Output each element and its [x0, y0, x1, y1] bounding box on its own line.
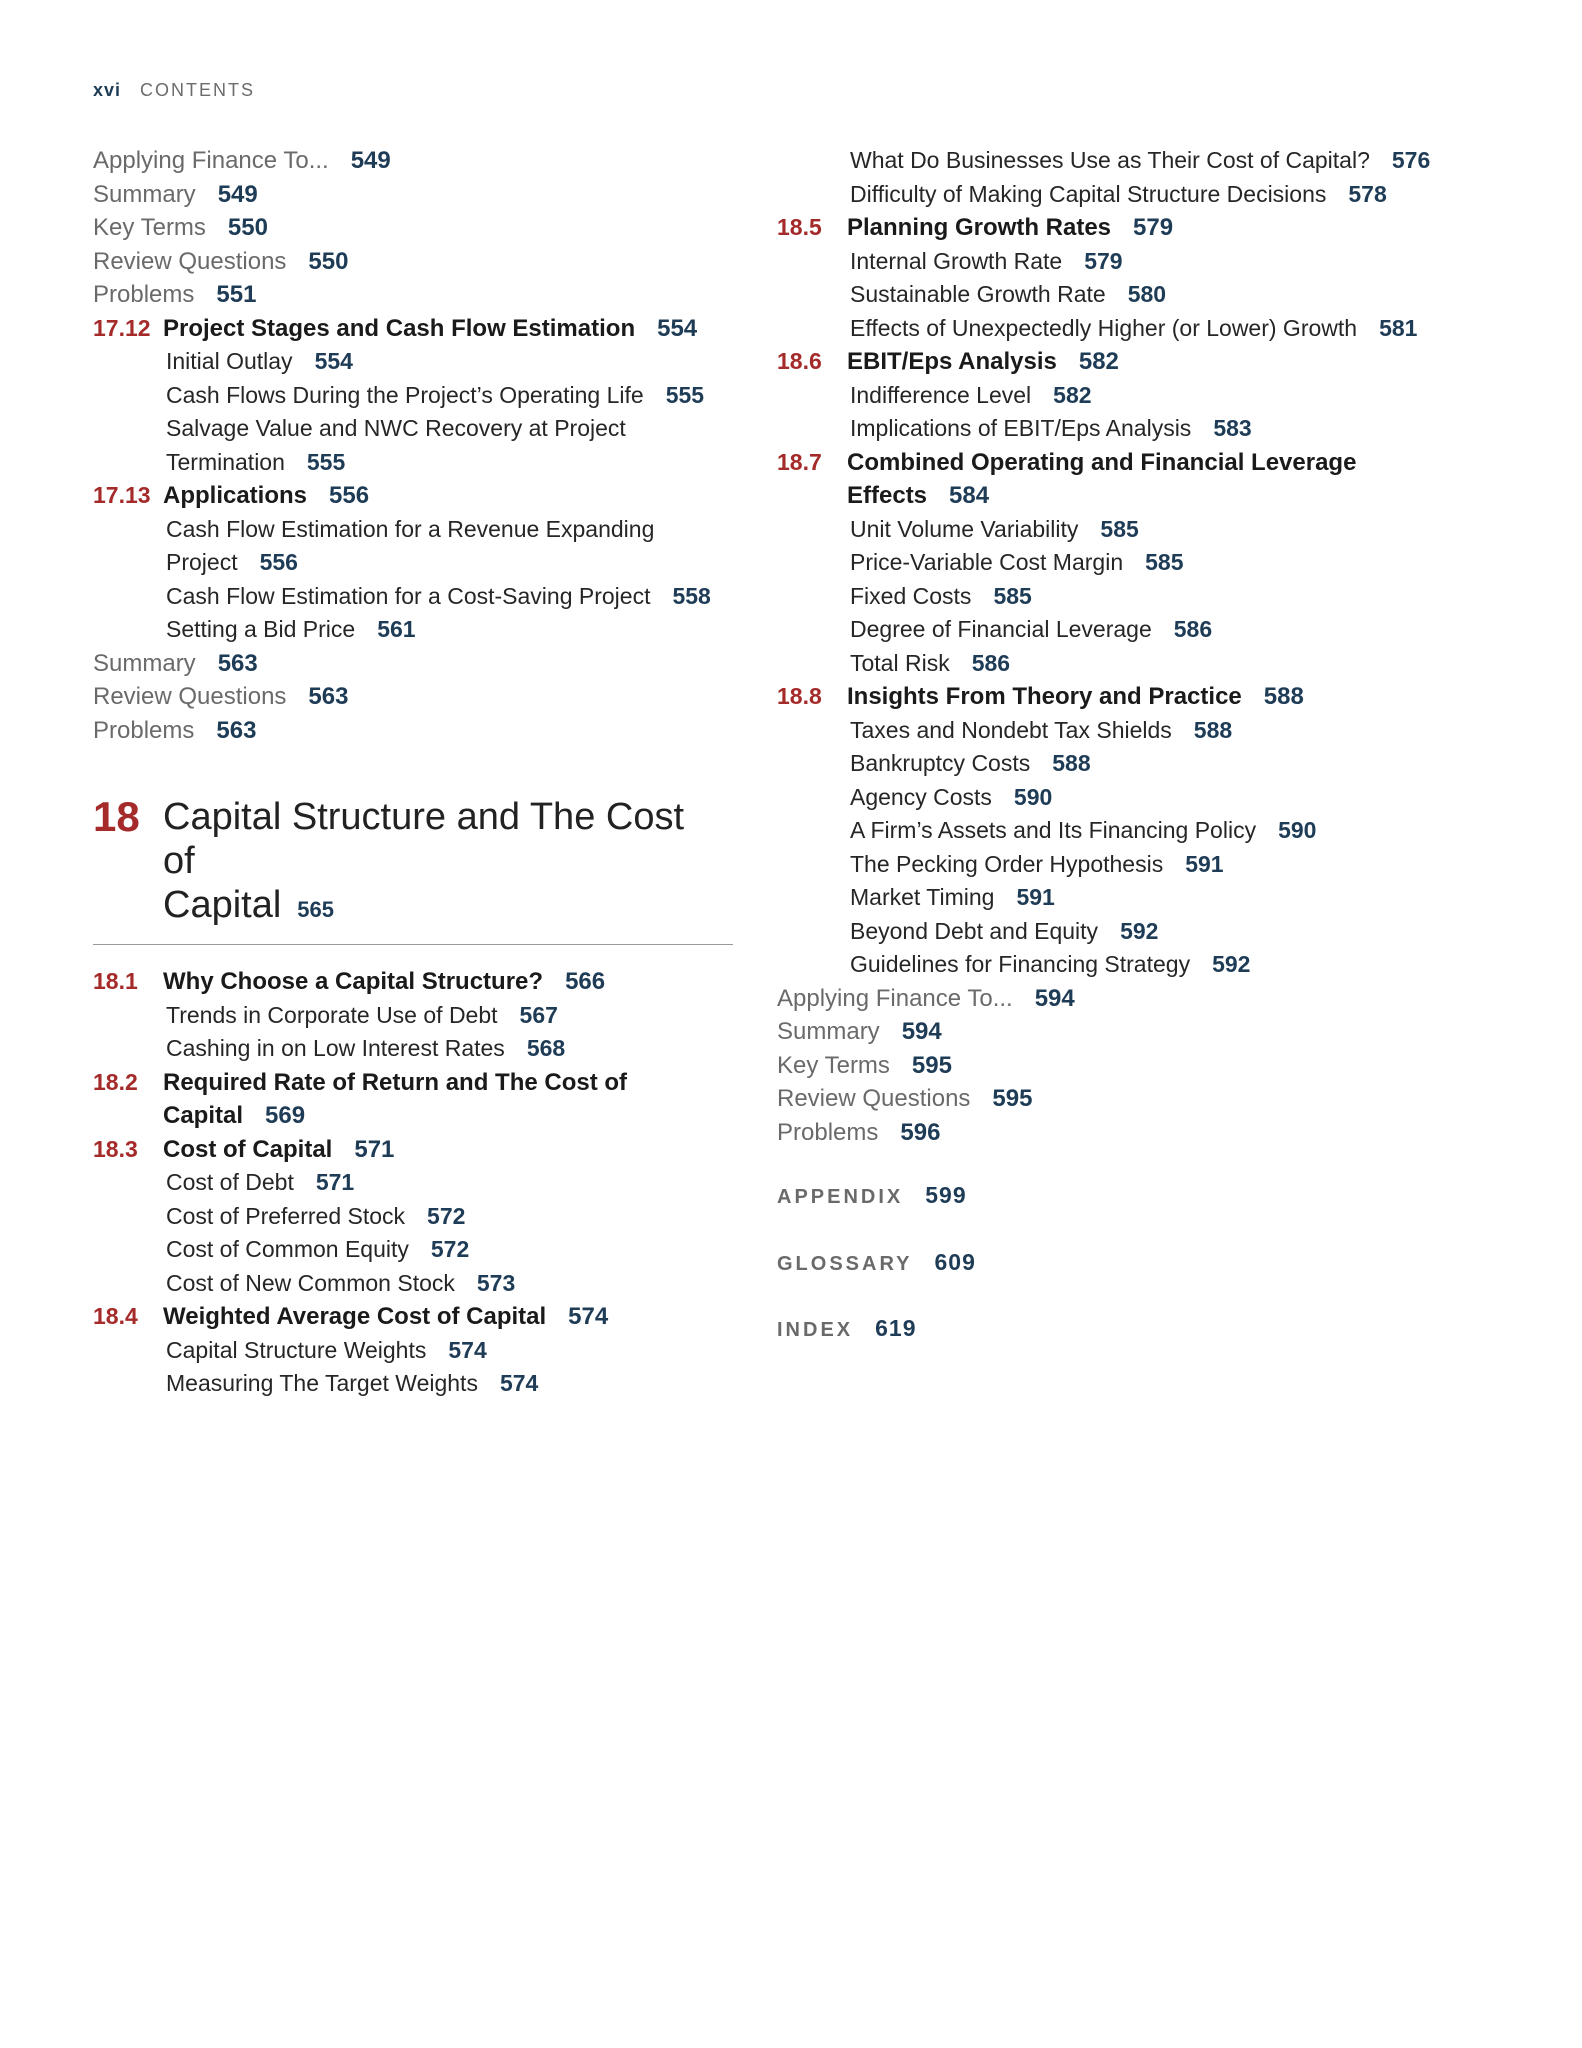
entry-title — [166, 1334, 733, 1368]
toc-right-entries — [777, 144, 1477, 1149]
entry-title — [93, 683, 348, 710]
entry-title-text: Applying Finance To... — [777, 984, 1013, 1012]
entry-title — [850, 814, 1477, 848]
section-number: 18.7 — [777, 448, 822, 475]
page-number[interactable]: 580 — [1127, 281, 1167, 307]
toc-entry[interactable] — [93, 1032, 733, 1066]
entry-title-text: Sustainable Growth Rate — [850, 281, 1106, 307]
page-number[interactable]: 592 — [1212, 951, 1251, 977]
toc-entry[interactable] — [777, 312, 1477, 346]
page-number[interactable]: 586 — [971, 649, 1011, 676]
entry-title — [93, 281, 256, 308]
page-number[interactable]: 571 — [354, 1135, 395, 1163]
toc-backmatter — [777, 1179, 1477, 1348]
toc-entry[interactable] — [93, 513, 733, 547]
toc-right-column — [777, 144, 1477, 1348]
entry-title-text: Price-Variable Cost Margin — [850, 549, 1124, 575]
page-number[interactable]: 567 — [519, 1001, 558, 1028]
toc-entry[interactable] — [777, 881, 1477, 915]
toc-entry[interactable] — [777, 647, 1477, 681]
page-number[interactable]: 568 — [526, 1035, 566, 1061]
page-number[interactable]: 588 — [1052, 750, 1091, 776]
page-number[interactable]: 585 — [993, 582, 1032, 609]
entry-title — [166, 1200, 733, 1234]
section-number: 17.12 — [93, 314, 151, 341]
backmatter-label: GLOSSARY — [777, 1252, 913, 1275]
entry-title — [166, 1166, 733, 1200]
entry-title — [166, 1032, 733, 1066]
entry-title-text: Combined Operating and Financial Leverage — [847, 448, 1357, 476]
section-number: 18.3 — [93, 1135, 138, 1162]
entry-title-text: Cost of Preferred Stock — [166, 1202, 406, 1229]
entry-title-text: Fixed Costs — [850, 582, 972, 609]
entry-title — [163, 1300, 733, 1334]
entry-title-text: Required Rate of Return and The Cost of — [163, 1068, 628, 1096]
entry-title-text: A Firm’s Assets and Its Financing Policy — [850, 817, 1257, 843]
backmatter-entry[interactable] — [777, 1179, 1477, 1215]
entry-title — [163, 479, 733, 513]
entry-title — [847, 345, 1477, 379]
entry-title — [166, 1233, 733, 1267]
entry-title — [850, 412, 1477, 446]
page-number[interactable]: 594 — [901, 1018, 942, 1045]
entry-title — [777, 1018, 942, 1045]
page-number[interactable]: 571 — [315, 1169, 355, 1195]
section-number: 18.8 — [777, 683, 822, 709]
page-number[interactable]: 590 — [1278, 817, 1317, 843]
toc-left-bottom-entries — [93, 965, 733, 1401]
toc-entry[interactable] — [777, 781, 1477, 815]
page-number[interactable]: 585 — [1145, 549, 1184, 575]
entry-title-text: Applications — [163, 482, 308, 509]
toc-entry[interactable] — [93, 1233, 733, 1267]
entry-title-text: Review Questions — [93, 247, 287, 275]
page-number[interactable]: 561 — [377, 616, 416, 642]
page-number[interactable]: 574 — [499, 1370, 539, 1396]
toc-entry[interactable] — [93, 1099, 733, 1133]
entry-title — [93, 717, 256, 744]
entry-title-text: Cash Flows During the Project’s Operating Life — [166, 381, 644, 408]
page-number[interactable]: 563 — [308, 683, 349, 710]
entry-title-text: Cost of Common Equity — [166, 1236, 409, 1262]
toc-entry[interactable] — [93, 1066, 733, 1100]
chapter-title — [163, 795, 703, 932]
entry-title — [850, 245, 1477, 279]
toc-entry[interactable] — [777, 546, 1477, 580]
toc-entry[interactable] — [777, 714, 1477, 748]
entry-title-text: Cash Flow Estimation for a Cost-Saving Project — [166, 582, 651, 609]
entry-title — [850, 513, 1477, 547]
entry-title-text: Degree of Financial Leverage — [850, 616, 1152, 642]
entry-title-text: Termination — [166, 448, 285, 475]
entry-title — [166, 379, 733, 413]
toc-entry[interactable] — [777, 747, 1477, 781]
toc-entry[interactable] — [777, 144, 1477, 178]
entry-title — [777, 1052, 952, 1079]
toc-entry[interactable] — [777, 613, 1477, 647]
page-number[interactable]: 563 — [216, 716, 257, 744]
entry-title — [850, 178, 1477, 212]
entry-title — [850, 881, 1477, 915]
page-number[interactable]: 579 — [1133, 214, 1174, 241]
page-number[interactable]: 586 — [1173, 616, 1213, 642]
page-number[interactable]: 592 — [1120, 917, 1159, 944]
entry-title — [93, 650, 258, 677]
page-number[interactable]: 591 — [1016, 884, 1055, 910]
entry-title-text: Capital — [163, 1102, 244, 1129]
running-head — [93, 80, 255, 108]
page-number[interactable]: 619 — [875, 1315, 917, 1341]
entry-title-text: Beyond Debt and Equity — [850, 917, 1099, 944]
page-number[interactable]: 588 — [1263, 683, 1304, 710]
page-number[interactable]: 584 — [949, 482, 990, 509]
entry-title — [850, 747, 1477, 781]
toc-entry[interactable] — [93, 1133, 733, 1167]
section-number: 18.4 — [93, 1303, 138, 1329]
entry-title-text: Difficulty of Making Capital Structure Decisions — [850, 180, 1327, 207]
chapter-title-line1: Capital Structure and The Cost of — [163, 796, 685, 882]
toc-entry[interactable] — [93, 345, 733, 379]
entry-title — [850, 379, 1477, 413]
backmatter-label: APPENDIX — [777, 1186, 904, 1208]
entry-title-text: Trends in Corporate Use of Debt — [166, 1001, 498, 1028]
toc-entry[interactable] — [777, 446, 1477, 480]
entry-title — [163, 1133, 733, 1167]
entry-title-text: Implications of EBIT/Eps Analysis — [850, 415, 1192, 441]
entry-title-text: Measuring The Target Weights — [166, 1370, 478, 1396]
toc-entry[interactable] — [777, 1082, 1477, 1116]
page-number[interactable]: 572 — [430, 1236, 470, 1262]
toc-entry[interactable] — [93, 278, 733, 312]
toc-entry[interactable] — [777, 948, 1477, 982]
entry-title-text: Effects of Unexpectedly Higher (or Lower) Growth — [850, 314, 1358, 341]
entry-title-text: Project Stages and Cash Flow Estimation — [163, 314, 636, 342]
entry-title — [93, 147, 391, 174]
backmatter-entry[interactable] — [777, 1312, 1477, 1348]
toc-entry[interactable] — [777, 915, 1477, 949]
page-number[interactable]: 549 — [217, 180, 258, 208]
entry-title — [850, 781, 1477, 815]
toc-entry[interactable] — [93, 144, 733, 178]
entry-title-text: Key Terms — [93, 214, 206, 241]
toc-entry[interactable] — [777, 345, 1477, 379]
entry-title — [850, 714, 1477, 748]
entry-title-text: Problems — [93, 716, 195, 744]
page-number[interactable]: 555 — [306, 448, 346, 475]
entry-title — [850, 613, 1477, 647]
toc-left-top-entries — [93, 144, 733, 747]
entry-title-text: Bankruptcy Costs — [850, 750, 1031, 776]
entry-title — [847, 680, 1477, 714]
entry-title-text: Effects — [847, 482, 928, 509]
entry-title-text: Summary — [93, 649, 196, 677]
entry-title — [166, 580, 733, 614]
toc-entry[interactable] — [777, 479, 1477, 513]
page-number[interactable]: 551 — [216, 281, 257, 308]
entry-title — [777, 1119, 940, 1146]
page-number[interactable]: 554 — [314, 348, 353, 374]
entry-title — [93, 181, 258, 208]
section-number: 18.6 — [777, 348, 822, 374]
page-number[interactable]: 579 — [1084, 247, 1123, 274]
section-number: 18.5 — [777, 214, 822, 240]
entry-title — [166, 1267, 733, 1301]
toc-entry[interactable] — [93, 965, 733, 999]
entry-title — [850, 647, 1477, 681]
toc-entry[interactable] — [93, 379, 733, 413]
toc-entry[interactable] — [93, 1166, 733, 1200]
running-head-label: CONTENTS — [140, 80, 256, 100]
entry-title — [163, 1099, 733, 1133]
entry-title — [166, 546, 733, 580]
page-number[interactable]: 573 — [476, 1269, 516, 1296]
entry-title-text: Cost of Capital — [163, 1135, 333, 1163]
entry-title-text: Indifference Level — [850, 381, 1032, 408]
toc-entry[interactable] — [777, 1049, 1477, 1083]
page-number[interactable]: 595 — [992, 1085, 1033, 1112]
entry-title — [93, 214, 268, 241]
entry-title-text: Key Terms — [777, 1051, 890, 1079]
entry-title-text: Cash Flow Estimation for a Revenue Expanding — [166, 515, 655, 542]
toc-entry[interactable] — [93, 580, 733, 614]
page-number[interactable]: 588 — [1193, 716, 1233, 743]
entry-title-text: Summary — [93, 180, 196, 208]
page-number[interactable]: 591 — [1185, 850, 1224, 877]
page-number[interactable]: 576 — [1391, 147, 1431, 173]
entry-title-text: Planning Growth Rates — [847, 214, 1112, 241]
toc-entry[interactable] — [93, 1200, 733, 1234]
entry-title-text: Review Questions — [93, 683, 287, 710]
page-number[interactable]: 572 — [427, 1202, 466, 1229]
entry-title-text: Cashing in on Low Interest Rates — [166, 1035, 505, 1061]
page-number[interactable]: 549 — [350, 147, 391, 174]
entry-title — [850, 948, 1477, 982]
chapter-page[interactable]: 565 — [297, 897, 335, 922]
entry-title-text: Taxes and Nondebt Tax Shields — [850, 716, 1172, 743]
entry-title — [166, 999, 733, 1033]
entry-title-text: Initial Outlay — [166, 348, 293, 374]
entry-title-text: Internal Growth Rate — [850, 247, 1063, 274]
toc-entry[interactable] — [93, 211, 733, 245]
page-number[interactable]: 556 — [259, 549, 298, 575]
toc-entry[interactable] — [777, 412, 1477, 446]
entry-title — [93, 248, 348, 275]
entry-title — [850, 144, 1477, 178]
entry-title — [847, 479, 1477, 513]
page-number[interactable]: 550 — [227, 214, 268, 241]
chapter-number: 18 — [93, 793, 140, 840]
entry-title — [166, 446, 733, 480]
page-number[interactable]: 550 — [308, 247, 349, 275]
entry-title-text: Why Choose a Capital Structure? — [163, 968, 544, 995]
page-number[interactable]: 596 — [900, 1118, 941, 1146]
page-number[interactable]: 590 — [1013, 783, 1053, 810]
entry-title — [850, 580, 1477, 614]
entry-title-text: Setting a Bid Price — [166, 616, 356, 642]
toc-entry[interactable] — [93, 1267, 733, 1301]
section-number: 18.1 — [93, 968, 138, 994]
page-number[interactable]: 583 — [1213, 415, 1252, 441]
toc-entry[interactable] — [93, 446, 733, 480]
entry-title-text: Cost of Debt — [166, 1169, 294, 1195]
entry-title-text: Weighted Average Cost of Capital — [163, 1303, 547, 1330]
page-number[interactable]: 609 — [934, 1248, 976, 1275]
chapter-title-line2: Capital — [163, 884, 282, 926]
entry-title-text: Guidelines for Financing Strategy — [850, 951, 1191, 977]
toc-entry[interactable] — [777, 982, 1477, 1016]
toc-entry[interactable] — [93, 680, 733, 714]
toc-entry[interactable] — [93, 647, 733, 681]
page-number[interactable]: 581 — [1379, 314, 1418, 341]
toc-entry[interactable] — [93, 999, 733, 1033]
entry-title-text: Problems — [777, 1118, 879, 1146]
folio: xvi — [93, 80, 122, 100]
section-number: 18.2 — [93, 1068, 138, 1095]
toc-entry[interactable] — [777, 848, 1477, 882]
toc-entry[interactable] — [777, 178, 1477, 212]
toc-entry[interactable] — [93, 479, 733, 513]
entry-title-text: Cost of New Common Stock — [166, 1269, 455, 1296]
entry-title — [163, 965, 733, 999]
toc-entry[interactable] — [777, 1116, 1477, 1150]
toc-entry[interactable] — [777, 1015, 1477, 1049]
section-number: 17.13 — [93, 482, 151, 508]
page-number[interactable]: 563 — [217, 649, 258, 677]
entry-title — [163, 312, 733, 346]
toc-entry[interactable] — [777, 245, 1477, 279]
toc-entry[interactable] — [93, 1367, 733, 1401]
toc-entry[interactable] — [93, 412, 733, 446]
entry-title-text: Review Questions — [777, 1085, 971, 1112]
entry-title-text: Summary — [777, 1018, 880, 1045]
page-number[interactable]: 585 — [1100, 515, 1139, 542]
entry-title-text: Project — [166, 549, 238, 575]
entry-title — [850, 915, 1477, 949]
entry-title-text: Insights From Theory and Practice — [847, 683, 1242, 710]
entry-title-text: Problems — [93, 281, 195, 308]
entry-title-text: EBIT/Eps Analysis — [847, 348, 1057, 375]
toc-entry[interactable] — [777, 211, 1477, 245]
page-number[interactable]: 558 — [672, 582, 711, 609]
toc-entry[interactable] — [93, 178, 733, 212]
page-number[interactable]: 594 — [1034, 984, 1075, 1012]
page-number[interactable]: 554 — [657, 314, 698, 342]
entry-title — [166, 513, 733, 547]
entry-title-text: The Pecking Order Hypothesis — [850, 850, 1164, 877]
entry-title — [166, 345, 733, 379]
toc-entry[interactable] — [777, 513, 1477, 547]
entry-title — [850, 278, 1477, 312]
toc-entry[interactable] — [777, 379, 1477, 413]
entry-title-text: Capital Structure Weights — [166, 1336, 427, 1363]
toc-entry[interactable] — [777, 580, 1477, 614]
entry-title-text: Agency Costs — [850, 783, 992, 810]
page-number[interactable]: 578 — [1348, 180, 1387, 207]
entry-title — [777, 1085, 1032, 1112]
entry-title-text: Applying Finance To... — [93, 147, 329, 174]
page-number[interactable]: 582 — [1078, 348, 1119, 375]
chapter-heading — [93, 795, 733, 945]
entry-title-text: Total Risk — [850, 649, 950, 676]
toc-entry[interactable] — [777, 814, 1477, 848]
toc-entry[interactable] — [93, 245, 733, 279]
page-number[interactable]: 556 — [329, 482, 370, 509]
entry-title — [777, 985, 1075, 1012]
toc-entry[interactable] — [777, 680, 1477, 714]
entry-title — [166, 1367, 733, 1401]
entry-title-text: Unit Volume Variability — [850, 515, 1079, 542]
toc-entry[interactable] — [93, 714, 733, 748]
entry-title — [850, 848, 1477, 882]
page-number[interactable]: 569 — [265, 1102, 306, 1129]
entry-title — [847, 446, 1477, 480]
page-number[interactable]: 595 — [911, 1051, 952, 1079]
toc-entry[interactable] — [93, 1334, 733, 1368]
page-number[interactable]: 555 — [665, 381, 705, 408]
page-number[interactable]: 566 — [565, 968, 606, 995]
entry-title-text: Salvage Value and NWC Recovery at Project — [166, 415, 626, 441]
toc-entry[interactable] — [93, 546, 733, 580]
toc-entry[interactable] — [93, 1300, 733, 1334]
entry-title-text: Market Timing — [850, 884, 995, 910]
entry-title — [847, 211, 1477, 245]
toc-entry[interactable] — [93, 613, 733, 647]
toc-entry[interactable] — [93, 312, 733, 346]
entry-title-text: What Do Businesses Use as Their Cost of Capital? — [850, 147, 1370, 173]
entry-title — [850, 312, 1477, 346]
entry-title — [850, 546, 1477, 580]
entry-title — [166, 613, 733, 647]
toc-entry[interactable] — [777, 278, 1477, 312]
entry-title — [166, 412, 733, 446]
page-number[interactable]: 599 — [925, 1182, 967, 1208]
page-number[interactable]: 582 — [1053, 381, 1092, 408]
page-number[interactable]: 574 — [568, 1303, 609, 1330]
entry-title — [163, 1066, 733, 1100]
toc-left-column — [93, 144, 733, 1401]
backmatter-entry[interactable] — [777, 1246, 1477, 1282]
backmatter-label: INDEX — [777, 1319, 854, 1341]
page-number[interactable]: 574 — [448, 1336, 487, 1363]
